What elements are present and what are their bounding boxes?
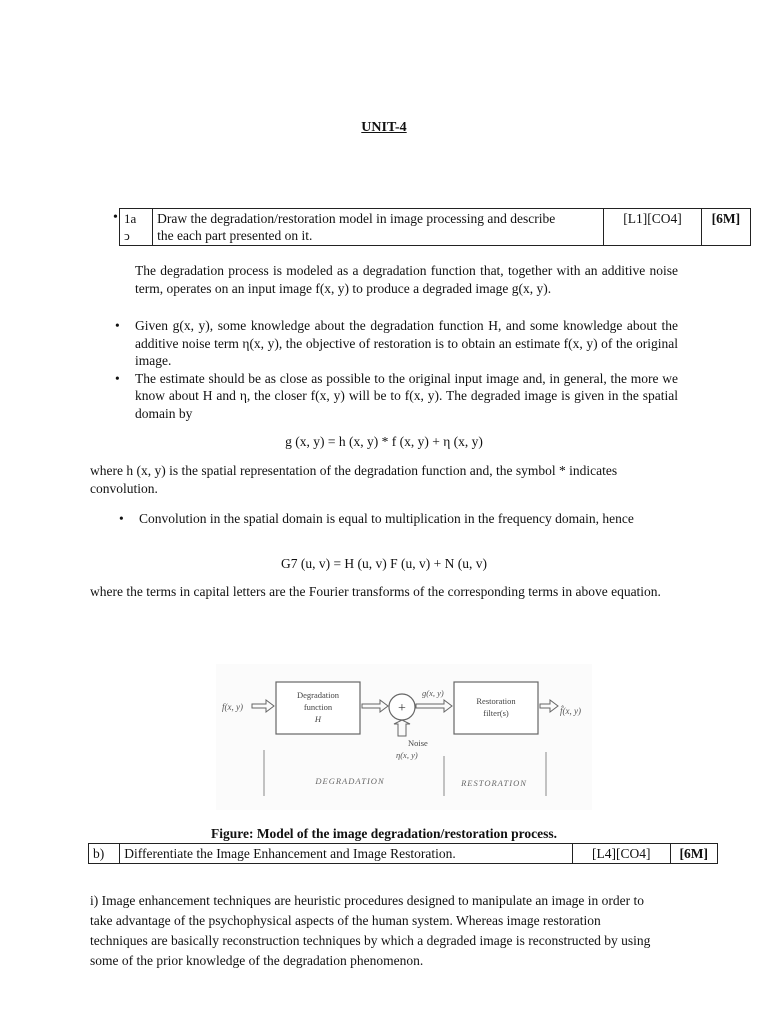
restoration-box-line: filter(s) [483,708,509,718]
degradation-box-line: Degradation [296,690,340,700]
figure-caption: Figure: Model of the image degradation/restoration process. [210,826,558,841]
question-marks: [6M] [670,844,717,864]
question-text: Draw the degradation/restoration model in image processing and describe the each part presented on it. [153,209,604,246]
section-restoration: RESTORATION [461,778,527,788]
question-level: [L1][CO4] [604,209,701,246]
answer-bullets [135,317,678,422]
output-arrow-icon [540,700,558,712]
arrow-icon [416,700,452,712]
question-text: Differentiate the Image Enhancement and Image Restoration. [120,844,573,864]
answer-1b-text: i) Image enhancement techniques are heuristic procedures designed to manipulate an image in order to take advantage of the psychophysical aspects of the human system. Whereas image restoration techniques are basically reconstruction techniques by which a degraded image is reconstructed by using some of the prior knowledge of the degradation phenomenon. [90,893,651,968]
question-1b-table [88,843,718,864]
where-clause-1: where h (x, y) is the spatial representation of the degradation function and, the symbol * indicates convolution. [90,463,618,496]
equation-spatial: g (x, y) = h (x, y) * f (x, y) + η (x, y) [285,434,483,449]
equation-frequency: G7 (u, v) = H (u, v) F (u, v) + N (u, v) [280,556,488,571]
restoration-box-line: Restoration [476,696,516,706]
figure-svg [216,664,592,810]
figure-input-label: f(x, y) [222,702,243,712]
figure-noise-label: Noise [408,738,428,748]
unit-title: UNIT-4 [361,120,407,135]
bullet-item: • The estimate should be as close as possible to the original input image and, in general, the more we know about H and η, the closer f(x, y) will be to f(x, y). The degraded image is given in the spatial domain by [135,370,678,423]
degradation-box-line: function [303,702,333,712]
section-degradation: DEGRADATION [315,776,385,786]
question-level: [L4][CO4] [572,844,670,864]
question-number: 1a ↄ [120,209,153,246]
figure-g-label: g(x, y) [422,688,444,698]
answer-bullet-3 [139,510,678,528]
input-arrow-icon [252,700,274,712]
sum-symbol: + [398,701,406,716]
degradation-restoration-figure [216,664,592,810]
answer-intro: The degradation process is modeled as a degradation function that, together with an additive noise term, operates on an input image f(x, y) to produce a degraded image g(x, y). [135,263,678,296]
figure-output-label: f̂(x, y) [560,706,581,716]
question-number: b) [89,844,120,864]
noise-arrow-icon [394,720,410,736]
question-marks: [6M] [701,209,750,246]
figure-noise-symbol: η(x, y) [396,750,418,760]
bullet-marker: • [113,210,118,225]
bullet-item: • Given g(x, y), some knowledge about the degradation function H, and some knowledge about the additive noise term η(x, y), the objective of restoration is to obtain an estimate f(x, y) of the original image. [135,317,678,370]
question-1a-table [119,208,751,246]
arrow-icon [362,700,388,712]
where-clause-2: where the terms in capital letters are the Fourier transforms of the corresponding terms in above equation. [90,584,661,599]
degradation-box-line: H [314,714,322,724]
bullet-item: • Convolution in the spatial domain is equal to multiplication in the frequency domain, hence [139,510,678,528]
